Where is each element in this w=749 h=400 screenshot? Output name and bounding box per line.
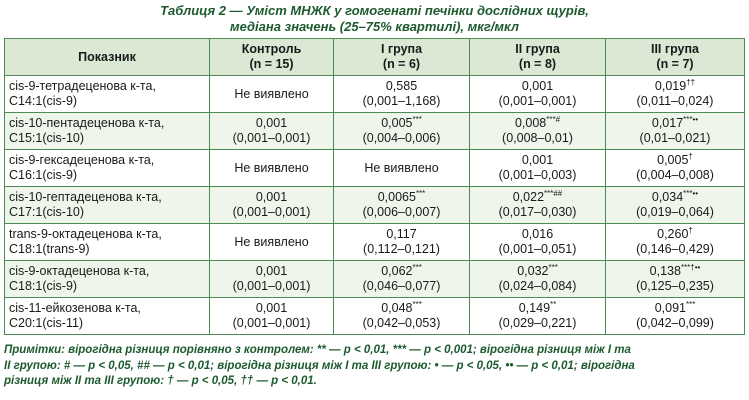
significance-mark: ***†•• (680, 262, 701, 272)
quartile-range: (0,112–0,121) (363, 242, 440, 256)
control-cell (210, 298, 334, 335)
median-value (606, 116, 744, 131)
median-value (606, 79, 744, 94)
value-text: 0,149 (518, 301, 551, 315)
median-value (334, 190, 469, 205)
median-value (210, 116, 333, 131)
group-1-cell (334, 113, 470, 150)
indicator-name: trans-9-октадеценова к-та, (9, 227, 162, 241)
median-value (334, 227, 469, 242)
significance-mark: ***# (546, 114, 561, 124)
group-3-cell (606, 113, 745, 150)
median-value (606, 301, 744, 316)
significance-mark: ***•• (683, 188, 699, 198)
significance-mark: *** (412, 299, 422, 309)
value-text: 0,019 (654, 79, 687, 93)
value-text: Не виявлено (234, 86, 309, 101)
indicator-name: cis-9-октадеценова к-та, (9, 264, 150, 278)
notes-line-2: ІІ групою: # — р < 0,05, ## — р < 0,01; вірогідна різниця між І та ІІІ групою: • — р < 0,05, •• — р < 0,01; вірогідна (4, 359, 635, 372)
median-value (210, 301, 333, 316)
quartile-range: (0,019–0,064) (636, 205, 714, 219)
indicator-name: cis-11-ейкозенова к-та, (9, 301, 141, 315)
value-text: 0,034 (651, 190, 684, 204)
value-text: 0,017 (651, 116, 684, 130)
quartile-range: (0,001–0,001) (498, 94, 577, 108)
control-cell (210, 150, 334, 187)
quartile-range: (0,125–0,235) (636, 279, 714, 293)
median-value (606, 153, 744, 168)
group-1-cell (334, 187, 470, 224)
value-text: 0,117 (386, 227, 417, 241)
control-cell (210, 113, 334, 150)
quartile-range: (0,046–0,077) (362, 279, 441, 293)
value-text: 0,0065 (377, 190, 416, 204)
median-value (606, 227, 744, 242)
median-value (470, 79, 605, 94)
value-text: 0,091 (654, 301, 686, 315)
indicator-name: cis-9-тетрадеценова к-та, (9, 79, 156, 93)
median-value (210, 161, 333, 176)
quartile-range: (0,001–0,001) (232, 131, 311, 145)
header-group-3: ІІІ група (n = 7) (606, 39, 745, 76)
value-text: 0,001 (255, 264, 288, 278)
significance-mark: ** (550, 299, 557, 309)
median-value (210, 264, 333, 279)
indicator-cell (5, 187, 210, 224)
quartile-range: (0,001–1,168) (362, 94, 441, 108)
value-text: 0,001 (255, 116, 288, 130)
indicator-cell (5, 261, 210, 298)
group-3-cell (606, 224, 745, 261)
median-value (606, 264, 744, 279)
group-1-cell (334, 261, 470, 298)
quartile-range: (0,024–0,084) (498, 279, 577, 293)
indicator-cell (5, 113, 210, 150)
group-1-cell (334, 76, 470, 113)
table-row (5, 150, 745, 187)
group-1-cell (334, 224, 470, 261)
value-text: Не виявлено (364, 160, 439, 175)
group-2-cell (470, 113, 606, 150)
notes-line-3: різниця між ІІ та ІІІ групою: † — р < 0,05, †† — р < 0,01. (4, 375, 317, 387)
control-cell (210, 224, 334, 261)
value-text: Не виявлено (234, 160, 309, 175)
value-text: 0,260 (657, 227, 689, 241)
significance-mark: †† (686, 77, 696, 87)
header-group-2: ІІ група (n = 8) (470, 39, 606, 76)
quartile-range: (0,01–0,021) (639, 131, 711, 145)
indicator-cell (5, 224, 210, 261)
group-3-cell (606, 187, 745, 224)
table-notes (4, 343, 745, 390)
quartile-range: (0,042–0,053) (362, 316, 441, 330)
data-table (4, 38, 745, 335)
indicator-formula: С18:1(cis-9) (9, 279, 78, 293)
quartile-range: (0,004–0,008) (636, 168, 714, 182)
median-value (334, 264, 469, 279)
value-text: 0,001 (255, 190, 288, 204)
median-value (470, 264, 605, 279)
table-row (5, 76, 745, 113)
median-value (210, 235, 333, 250)
quartile-range: (0,042–0,099) (636, 316, 714, 330)
control-cell (210, 76, 334, 113)
value-text: 0,138 (649, 264, 681, 278)
quartile-range: (0,006–0,007) (362, 205, 441, 219)
quartile-range: (0,001–0,001) (232, 316, 311, 330)
median-value (210, 87, 333, 102)
significance-mark: *** (415, 188, 426, 198)
quartile-range: (0,011–0,024) (636, 94, 714, 108)
group-2-cell (470, 298, 606, 335)
caption-line-2: медіана значень (25–75% квартилі), мкг/мкл (229, 19, 519, 34)
header-control: Контроль (n = 15) (210, 39, 334, 76)
group-1-cell (334, 298, 470, 335)
quartile-range: (0,017–0,030) (498, 205, 577, 219)
indicator-formula: С16:1(cis-9) (9, 168, 78, 182)
table-caption (0, 3, 749, 35)
indicator-formula: С15:1(cis-10) (9, 131, 85, 145)
median-value (470, 190, 605, 205)
indicator-formula: С14:1(cis-9) (9, 94, 78, 108)
significance-mark: ***•• (683, 114, 699, 124)
indicator-name: cis-10-пентадеценова к-та, (9, 116, 165, 130)
table-header-row (5, 39, 745, 76)
quartile-range: (0,001–0,001) (232, 205, 311, 219)
group-3-cell (606, 150, 745, 187)
indicator-cell (5, 76, 210, 113)
caption-line-1: Таблиця 2 — Уміст МНЖК у гомогенаті печінки дослідних щурів, (160, 3, 589, 18)
indicator-formula: С18:1(trans-9) (9, 242, 90, 256)
group-3-cell (606, 261, 745, 298)
median-value (470, 116, 605, 131)
value-text: 0,001 (521, 153, 554, 167)
control-cell (210, 261, 334, 298)
group-2-cell (470, 76, 606, 113)
median-value (470, 301, 605, 316)
value-text: 0,016 (521, 227, 554, 241)
group-3-cell (606, 298, 745, 335)
quartile-range: (0,001–0,001) (232, 279, 311, 293)
table-row (5, 261, 745, 298)
significance-mark: ***## (544, 188, 563, 198)
significance-mark: *** (685, 299, 696, 309)
indicator-name: cis-10-гептадеценова к-та, (9, 190, 162, 204)
median-value (210, 190, 333, 205)
group-2-cell (470, 261, 606, 298)
table-row (5, 113, 745, 150)
indicator-formula: С17:1(cis-10) (9, 205, 85, 219)
table-row (5, 187, 745, 224)
quartile-range: (0,001–0,051) (498, 242, 577, 256)
notes-line-1: Примітки: вірогідна різниця порівняно з контролем: ** — р < 0,01, *** — р < 0,001; вірогідна різниця між І та (4, 344, 631, 356)
quartile-range: (0,008–0,01) (502, 131, 573, 145)
median-value (334, 161, 469, 176)
value-text: 0,001 (521, 79, 554, 93)
significance-mark: † (688, 225, 693, 235)
indicator-cell (5, 298, 210, 335)
significance-mark: *** (412, 262, 422, 272)
value-text: 0,005 (381, 116, 413, 130)
value-text: 0,022 (512, 190, 545, 204)
group-1-cell (334, 150, 470, 187)
group-3-cell (606, 76, 745, 113)
indicator-name: cis-9-гексадеценова к-та, (9, 153, 155, 167)
median-value (334, 79, 469, 94)
quartile-range: (0,146–0,429) (636, 242, 714, 256)
value-text: 0,032 (517, 264, 549, 278)
value-text: 0,062 (381, 264, 413, 278)
quartile-range: (0,001–0,003) (498, 168, 577, 182)
quartile-range: (0,004–0,006) (362, 131, 441, 145)
group-2-cell (470, 224, 606, 261)
significance-mark: *** (548, 262, 558, 272)
header-indicator: Показник (5, 39, 210, 76)
group-2-cell (470, 150, 606, 187)
significance-mark: † (688, 151, 693, 161)
value-text: Не виявлено (234, 234, 309, 249)
value-text: 0,008 (514, 116, 547, 130)
median-value (606, 190, 744, 205)
header-group-1: І група (n = 6) (334, 39, 470, 76)
indicator-cell (5, 150, 210, 187)
indicator-formula: С20:1(cis-11) (9, 316, 84, 330)
significance-mark: *** (412, 114, 422, 124)
median-value (334, 116, 469, 131)
value-text: 0,048 (381, 301, 413, 315)
median-value (470, 153, 605, 168)
table-row (5, 224, 745, 261)
quartile-range: (0,029–0,221) (498, 316, 577, 330)
median-value (334, 301, 469, 316)
group-2-cell (470, 187, 606, 224)
value-text: 0,585 (385, 79, 418, 93)
median-value (470, 227, 605, 242)
table-row (5, 298, 745, 335)
value-text: 0,001 (255, 301, 288, 315)
control-cell (210, 187, 334, 224)
value-text: 0,005 (657, 153, 689, 167)
